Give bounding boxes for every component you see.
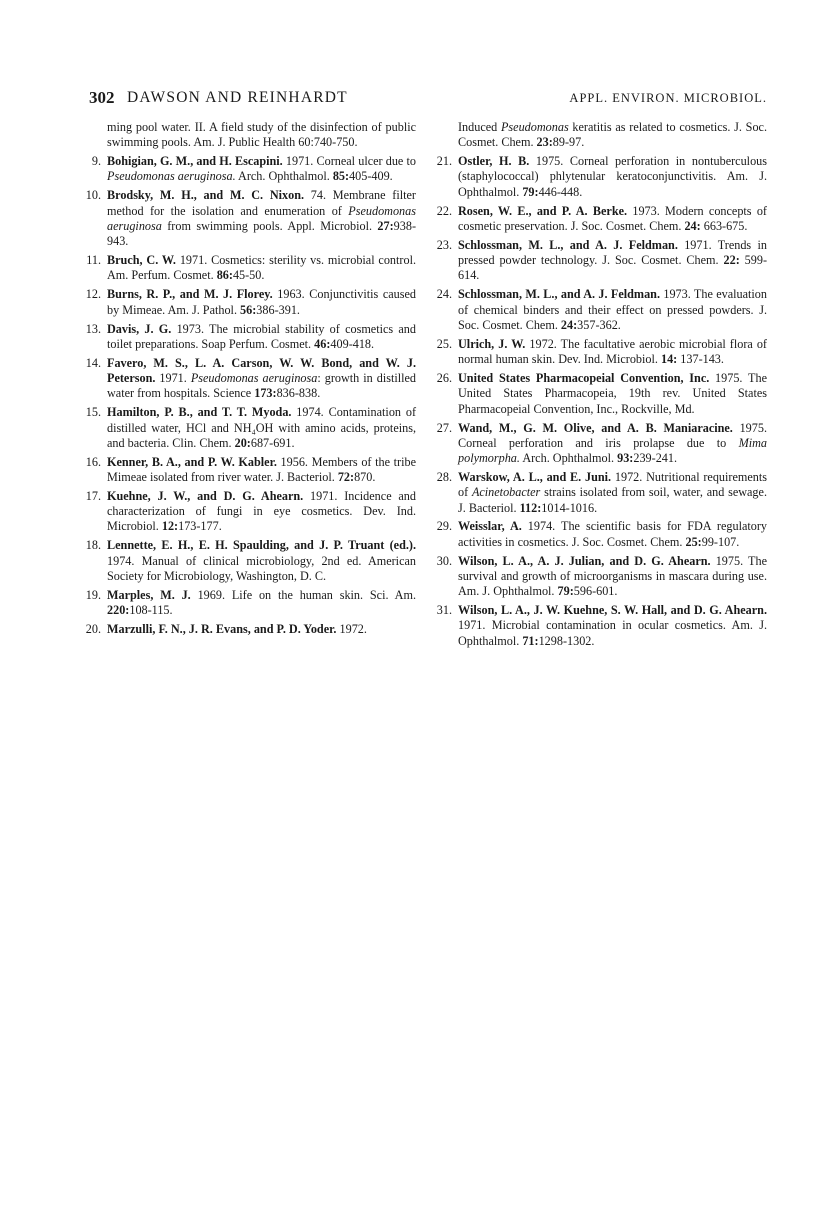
reference-text: 1975. Corneal perforation and iris prolapse due to (458, 420, 768, 450)
reference-continuation-text: ming pool water. II. A field study of the disinfection of public swimming pools. Am. J. Public Health 60:740-750. (107, 120, 416, 150)
reference-authors: Weisslar, A. (458, 519, 522, 534)
reference-pages: 173-177. (178, 519, 222, 534)
reference-text: 1969. Life on the human skin. Sci. Am. (190, 587, 417, 602)
reference-pages: 45-50. (232, 268, 265, 283)
reference-number: 9 . (83, 154, 101, 169)
reference-number: 12 . (83, 287, 101, 302)
reference-text: 1956. Members of the tribe Mimeae isolated from river water. J. Bacteriol. (107, 454, 416, 484)
reference-item (436, 203, 767, 235)
reference-authors: Ostler, H. B. (458, 154, 530, 169)
reference-pages: 137-143. (677, 352, 724, 367)
reference-volume: 25: (685, 534, 702, 549)
reference-item (85, 538, 416, 584)
reference-number: 22 . (434, 204, 452, 219)
reference-number: 23 . (434, 238, 452, 253)
reference-authors: Wilson, L. A., J. W. Kuehne, S. W. Hall, and D. G. Ahearn. (458, 603, 767, 618)
reference-text: 1975. The United States Pharmacopeia, 19th rev. United States Pharmacopeial Convention, Inc., Rockville, Md. (458, 371, 767, 416)
reference-volume: 56: (240, 302, 257, 317)
reference-text: 1971. Corneal ulcer due to (282, 154, 416, 169)
reference-authors: Schlossman, M. L., and A. J. Feldman. (458, 237, 678, 252)
reference-number: 21 . (434, 154, 452, 169)
reference-authors: Warskow, A. L., and E. Juni. (458, 469, 612, 484)
reference-number: 28 . (434, 470, 452, 485)
reference-number: 13 . (83, 322, 101, 337)
reference-volume: 93: (617, 451, 634, 466)
reference-text: 1974. The scientific basis for FDA regulatory activities in cosmetics. J. Soc. Cosmet. Chem. (458, 519, 767, 549)
reference-number: 29 . (434, 519, 452, 534)
reference-pages: 446-448. (538, 184, 583, 199)
reference-continuation (89, 120, 416, 151)
reference-volume: 79: (557, 584, 574, 599)
reference-item (85, 287, 417, 318)
reference-volume: 86: (216, 268, 233, 283)
reference-text: 1971. (155, 371, 191, 386)
reference-authors: Lennette, E. H., E. H. Spaulding, and J. P. Truant (ed.). (107, 538, 416, 553)
reference-volume: 71: (522, 633, 539, 648)
reference-italic-text: Pseudomonas aeruginosa (190, 371, 318, 386)
reference-authors: Bruch, C. W. (107, 253, 176, 268)
reference-authors: Burns, R. P., and M. J. Florey. (107, 287, 273, 302)
reference-pages: 386-391. (256, 302, 300, 317)
reference-authors: Ulrich, J. W. (458, 336, 526, 351)
reference-text: 1971. Microbial contamination in ocular cosmetics. Am. J. Ophthalmol. (458, 618, 767, 648)
reference-authors: Marzulli, F. N., J. R. Evans, and P. D. Yoder. (107, 622, 337, 637)
reference-number: 26 . (434, 371, 452, 386)
reference-pages: 1298-1302. (538, 633, 595, 648)
reference-italic-text: Pseudomonas aeruginosa. (107, 169, 236, 184)
reference-volume: 79: (522, 184, 539, 199)
reference-item (85, 488, 416, 535)
reference-text: 1974. Manual of clinical microbiology, 2nd ed. American Society for Microbiology, Washington, D. C. (107, 553, 416, 583)
reference-pages: 938-943. (107, 218, 416, 249)
reference-text: 1971. Incidence and characterization of fungi in eye cosmetics. Dev. Ind. Microbiol. (107, 488, 416, 534)
reference-volume: 14: (660, 352, 678, 367)
reference-pages: 1014-1016. (541, 500, 598, 515)
reference-authors: Brodsky, M. H., and M. C. Nixon. (107, 188, 305, 203)
reference-text: 1971. Trends in pressed powder technology. J. Soc. Cosmet. Chem. (458, 237, 767, 268)
reference-text: 1973. The microbial stability of cosmetics and toilet preparations. Soap Perfum. Cosmet. (107, 321, 416, 351)
reference-item (85, 622, 416, 637)
reference-authors: Favero, M. S., L. A. Carson, W. W. Bond, and W. J. Peterson. (107, 355, 416, 386)
reference-volume: 46: (314, 336, 331, 351)
reference-pages: 409-418. (330, 336, 375, 351)
reference-authors: Hamilton, P. B., and T. T. Myoda. (107, 405, 292, 420)
reference-text: 1971. Cosmetics: sterility vs. microbial control. Am. Perfum. Cosmet. (107, 253, 417, 283)
reference-authors: Rosen, W. E., and P. A. Berke. (458, 203, 628, 218)
reference-authors: Schlossman, M. L., and A. J. Feldman. (458, 287, 660, 302)
reference-pages: 687-691. (250, 435, 295, 450)
reference-text: 1972. Nutritional requirements of (458, 469, 767, 500)
reference-italic-text: Mima polymorpha. (458, 435, 767, 466)
reference-pages: 357-362. (577, 317, 621, 332)
reference-item (436, 420, 768, 467)
reference-pages: 663-675. (700, 218, 748, 233)
reference-text: 1975. Corneal perforation in nontuberculous (staphylococcal) phlytenular keratoconjunctivitis. Am. J. Ophthalmol. (458, 154, 767, 199)
reference-pages: 836-838. (276, 386, 321, 401)
reference-item (436, 553, 767, 600)
reference-volume: 85: (332, 169, 350, 184)
reference-text: 74. Membrane filter method for the isolation and enumeration of (107, 188, 416, 218)
running-head-authors: DAWSON AND REINHARDT (127, 89, 348, 106)
reference-item (436, 154, 767, 200)
reference-authors: Wilson, L. A., A. J. Julian, and D. G. Ahearn. (458, 553, 711, 568)
reference-item (436, 519, 767, 550)
reference-authors: Davis, J. G. (107, 321, 172, 336)
reference-item (85, 587, 417, 619)
reference-pages: 596-601. (573, 584, 618, 599)
reference-number: 17 . (83, 489, 101, 504)
reference-item (89, 154, 416, 185)
reference-number: 27 . (434, 421, 452, 436)
reference-number: 30 . (434, 554, 452, 569)
reference-authors: Wand, M., G. M. Olive, and A. B. Maniaracine. (458, 420, 733, 435)
reference-volume: 24: (560, 317, 578, 332)
reference-pages: 108-115. (129, 603, 173, 618)
reference-item (436, 469, 767, 516)
reference-text: : growth in distilled water from hospitals. Science (107, 371, 416, 401)
reference-item (85, 188, 416, 249)
reference-item (85, 454, 416, 486)
reference-text: from swimming pools. Appl. Microbiol. (161, 218, 378, 233)
running-head-journal: APPL. ENVIRON. MICROBIOL. (569, 91, 767, 105)
reference-number: 31 . (434, 603, 452, 618)
reference-item (436, 237, 768, 284)
reference-authors: Kuehne, J. W., and D. G. Ahearn. (107, 488, 304, 503)
reference-continuation: Induced Pseudomonas keratitis as related to cosmetics. J. Soc. Cosmet. Chem. 23:89-97. (458, 120, 767, 150)
references-right-column (436, 120, 768, 653)
reference-number: 11 . (83, 253, 101, 268)
reference-text: 1973. Modern concepts of cosmetic preservation. J. Soc. Cosmet. Chem. (458, 203, 767, 233)
reference-number: 25 . (434, 337, 452, 352)
reference-text: 1973. The evaluation of chemical binders and their effect on pressed powders. J. Soc. Cosmet. Chem. (458, 287, 767, 332)
page-number: 302 (89, 88, 115, 107)
reference-text: Arch. Ophthalmol. (519, 451, 618, 466)
reference-item (85, 355, 416, 402)
reference-pages: 239-241. (633, 451, 678, 466)
reference-volume: 72: (337, 469, 355, 484)
reference-text: Arch. Ophthalmol. (235, 169, 333, 184)
reference-text: 1972. (336, 622, 367, 637)
reference-pages: 405-409. (349, 169, 393, 184)
page-header (89, 88, 767, 112)
reference-text: strains isolated from soil, water, and sewage. J. Bacteriol. (458, 485, 767, 515)
reference-item (85, 321, 416, 353)
reference-authors: Marples, M. J. (107, 587, 191, 602)
reference-number: 19 . (83, 588, 101, 603)
reference-pages: 870. (354, 469, 376, 484)
reference-number: 24 . (434, 287, 452, 302)
reference-volume: 20: (234, 435, 251, 450)
reference-volume: 12: (161, 519, 179, 534)
reference-pages: 599-614. (458, 253, 768, 283)
reference-volume: 24: (684, 218, 701, 233)
reference-item (436, 287, 767, 333)
references-left-column (85, 120, 417, 641)
reference-number: 10 . (83, 188, 101, 203)
reference-text: 1974. Contamination of distilled water, HCl and NH₄OH with amino acids, proteins, and bacteria. Clin. Chem. (107, 405, 416, 450)
reference-number: 16 . (83, 455, 101, 470)
reference-item (436, 371, 767, 417)
reference-volume: 173: (254, 386, 277, 401)
reference-text: 1975. The survival and growth of microorganisms in mascara during use. Am. J. Ophthalmol. (458, 553, 767, 599)
reference-number: 15 . (83, 405, 101, 420)
reference-authors: Bohigian, G. M., and H. Escapini. (107, 154, 283, 169)
reference-text: 1963. Conjunctivitis caused by Mimeae. Am. J. Pathol. (107, 287, 417, 317)
reference-number: 14 . (83, 356, 101, 371)
reference-volume: 22: (723, 253, 740, 268)
reference-pages: 99-107. (701, 534, 740, 549)
reference-italic-text: Pseudomonas aeruginosa (107, 203, 416, 233)
reference-volume: 27: (377, 218, 394, 233)
reference-text: 1972. The facultative aerobic microbial flora of normal human skin. Dev. Ind. Microbiol. (458, 336, 767, 367)
reference-authors: Kenner, B. A., and P. W. Kabler. (107, 454, 277, 469)
reference-italic-text: Acinetobacter (471, 485, 541, 500)
reference-volume: 112: (519, 500, 542, 515)
reference-volume: 220: (107, 603, 130, 618)
reference-item (85, 405, 416, 451)
reference-item (436, 336, 767, 368)
reference-item (86, 253, 417, 284)
reference-number: 18 . (83, 538, 101, 553)
reference-number: 20 . (83, 622, 101, 637)
reference-authors: United States Pharmacopeial Convention, Inc. (458, 371, 710, 386)
reference-item (436, 603, 767, 649)
